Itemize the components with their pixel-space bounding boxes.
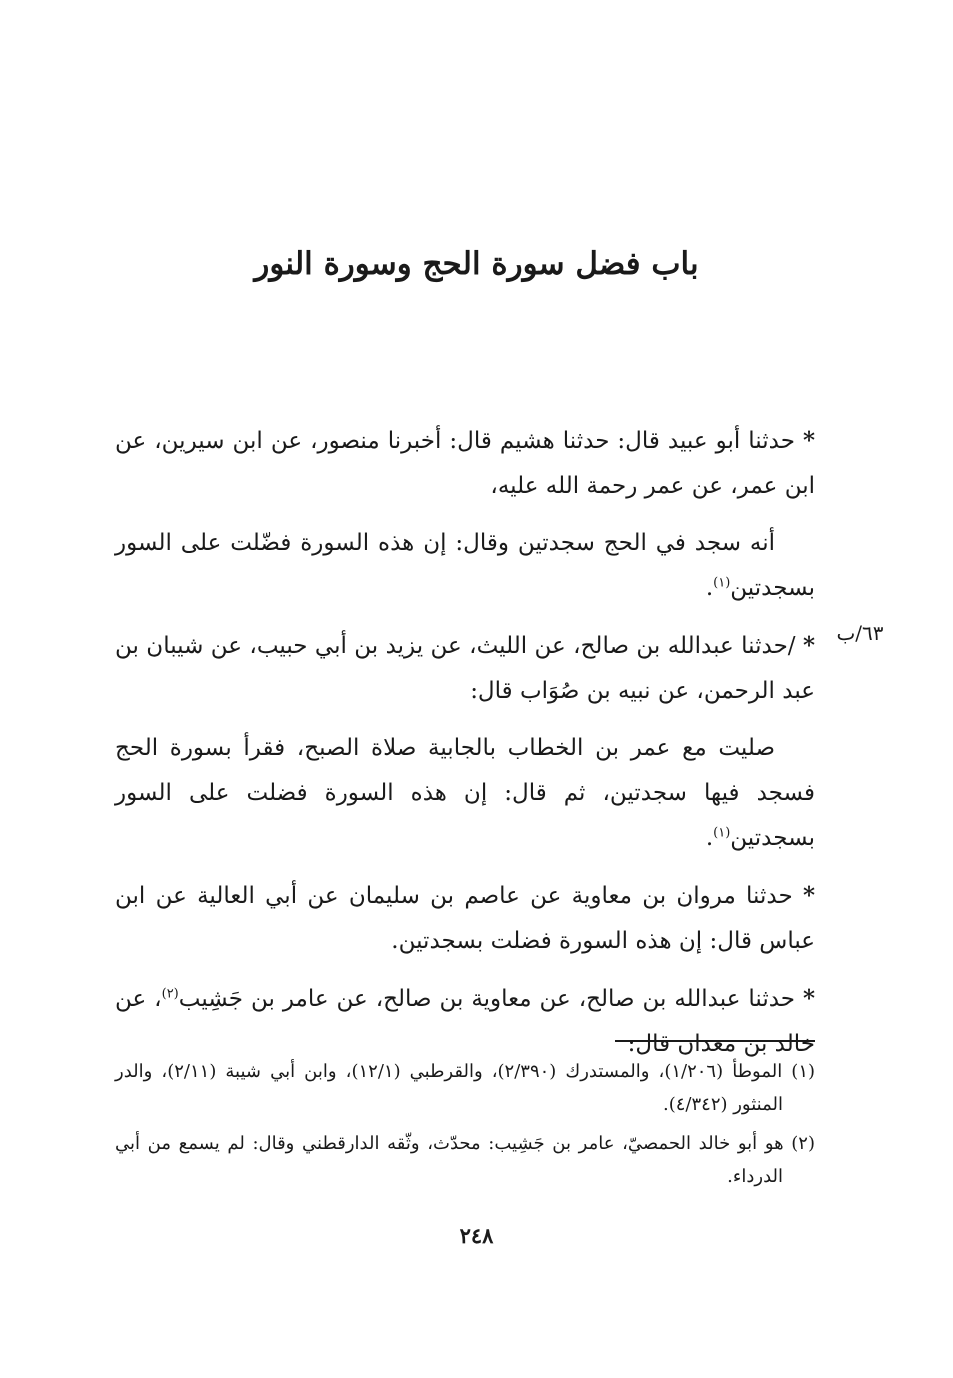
paragraph-tail: . bbox=[705, 575, 714, 601]
asterisk-marker: * bbox=[802, 427, 816, 454]
footnote: (١) الموطأ (١/٢٠٦)، والمستدرك (٢/٣٩٠)، والقرطبي (١٢/١)، وابن أبي شيبة (٢/١١)، والدر المنثور (٤/٣٤٢). bbox=[115, 1061, 816, 1115]
hadith-paragraph bbox=[115, 521, 815, 611]
main-text bbox=[115, 418, 815, 1079]
paragraph-text: أنه سجد في الحج سجدتين وقال: إن هذه السورة فضّلت على السور بسجدتين bbox=[115, 530, 815, 601]
asterisk-marker: * bbox=[802, 985, 815, 1012]
manuscript-folio-marker: ٦٣/ب bbox=[836, 621, 884, 645]
hadith-paragraph bbox=[115, 726, 815, 861]
paragraph-text: حدثنا أبو عبيد قال: حدثنا هشيم قال: أخبرنا منصور، عن ابن سيرين، عن ابن عمر، عن عمر رحمة الله عليه، bbox=[115, 428, 815, 499]
paragraph-text: حدثنا مروان بن معاوية عن عاصم بن سليمان عن أبي العالية عن ابن عباس قال: إن هذه السورة فضلت بسجدتين. bbox=[115, 883, 815, 954]
footnote-reference[interactable]: (١) bbox=[713, 825, 731, 841]
footnote-reference[interactable]: (١) bbox=[713, 575, 731, 591]
footnotes bbox=[115, 1055, 815, 1199]
paragraph-tail: ، عن خالد بن معدان قال: bbox=[115, 986, 815, 1057]
asterisk-marker: * bbox=[802, 632, 815, 659]
paragraph-text: صليت مع عمر بن الخطاب بالجابية صلاة الصبح، فقرأ بسورة الحج فسجد فيها سجدتين، ثم قال: إن هذه السورة فضلت على السور بسجدتين bbox=[115, 735, 815, 851]
hadith-paragraph bbox=[115, 623, 815, 714]
footnote-separator bbox=[615, 1040, 815, 1042]
footnote: (٢) هو أبو خالد الحمصيّ، عامر بن جَشِيب: محدّث، وثّقه الدارقطني وقال: لم يسمع من أبي الدرداء. bbox=[115, 1133, 815, 1187]
footnote-reference[interactable]: (٢) bbox=[161, 986, 179, 1002]
asterisk-marker: * bbox=[802, 882, 816, 909]
hadith-paragraph bbox=[115, 873, 815, 964]
chapter-title: باب فضل سورة الحج وسورة النور bbox=[254, 246, 699, 282]
paragraph-text: /حدثنا عبدالله بن صالح، عن الليث، عن يزيد بن أبي حبيب، عن شيبان بن عبد الرحمن، عن نبيه بن صُوَاب قال: bbox=[115, 633, 815, 704]
paragraph-tail: . bbox=[705, 825, 714, 851]
hadith-paragraph bbox=[115, 418, 815, 509]
paragraph-text: حدثنا عبدالله بن صالح، عن معاوية بن صالح، عن عامر بن جَشِيب bbox=[178, 986, 796, 1012]
page-number: ٢٤٨ bbox=[459, 1223, 494, 1248]
hadith-paragraph bbox=[115, 976, 815, 1067]
